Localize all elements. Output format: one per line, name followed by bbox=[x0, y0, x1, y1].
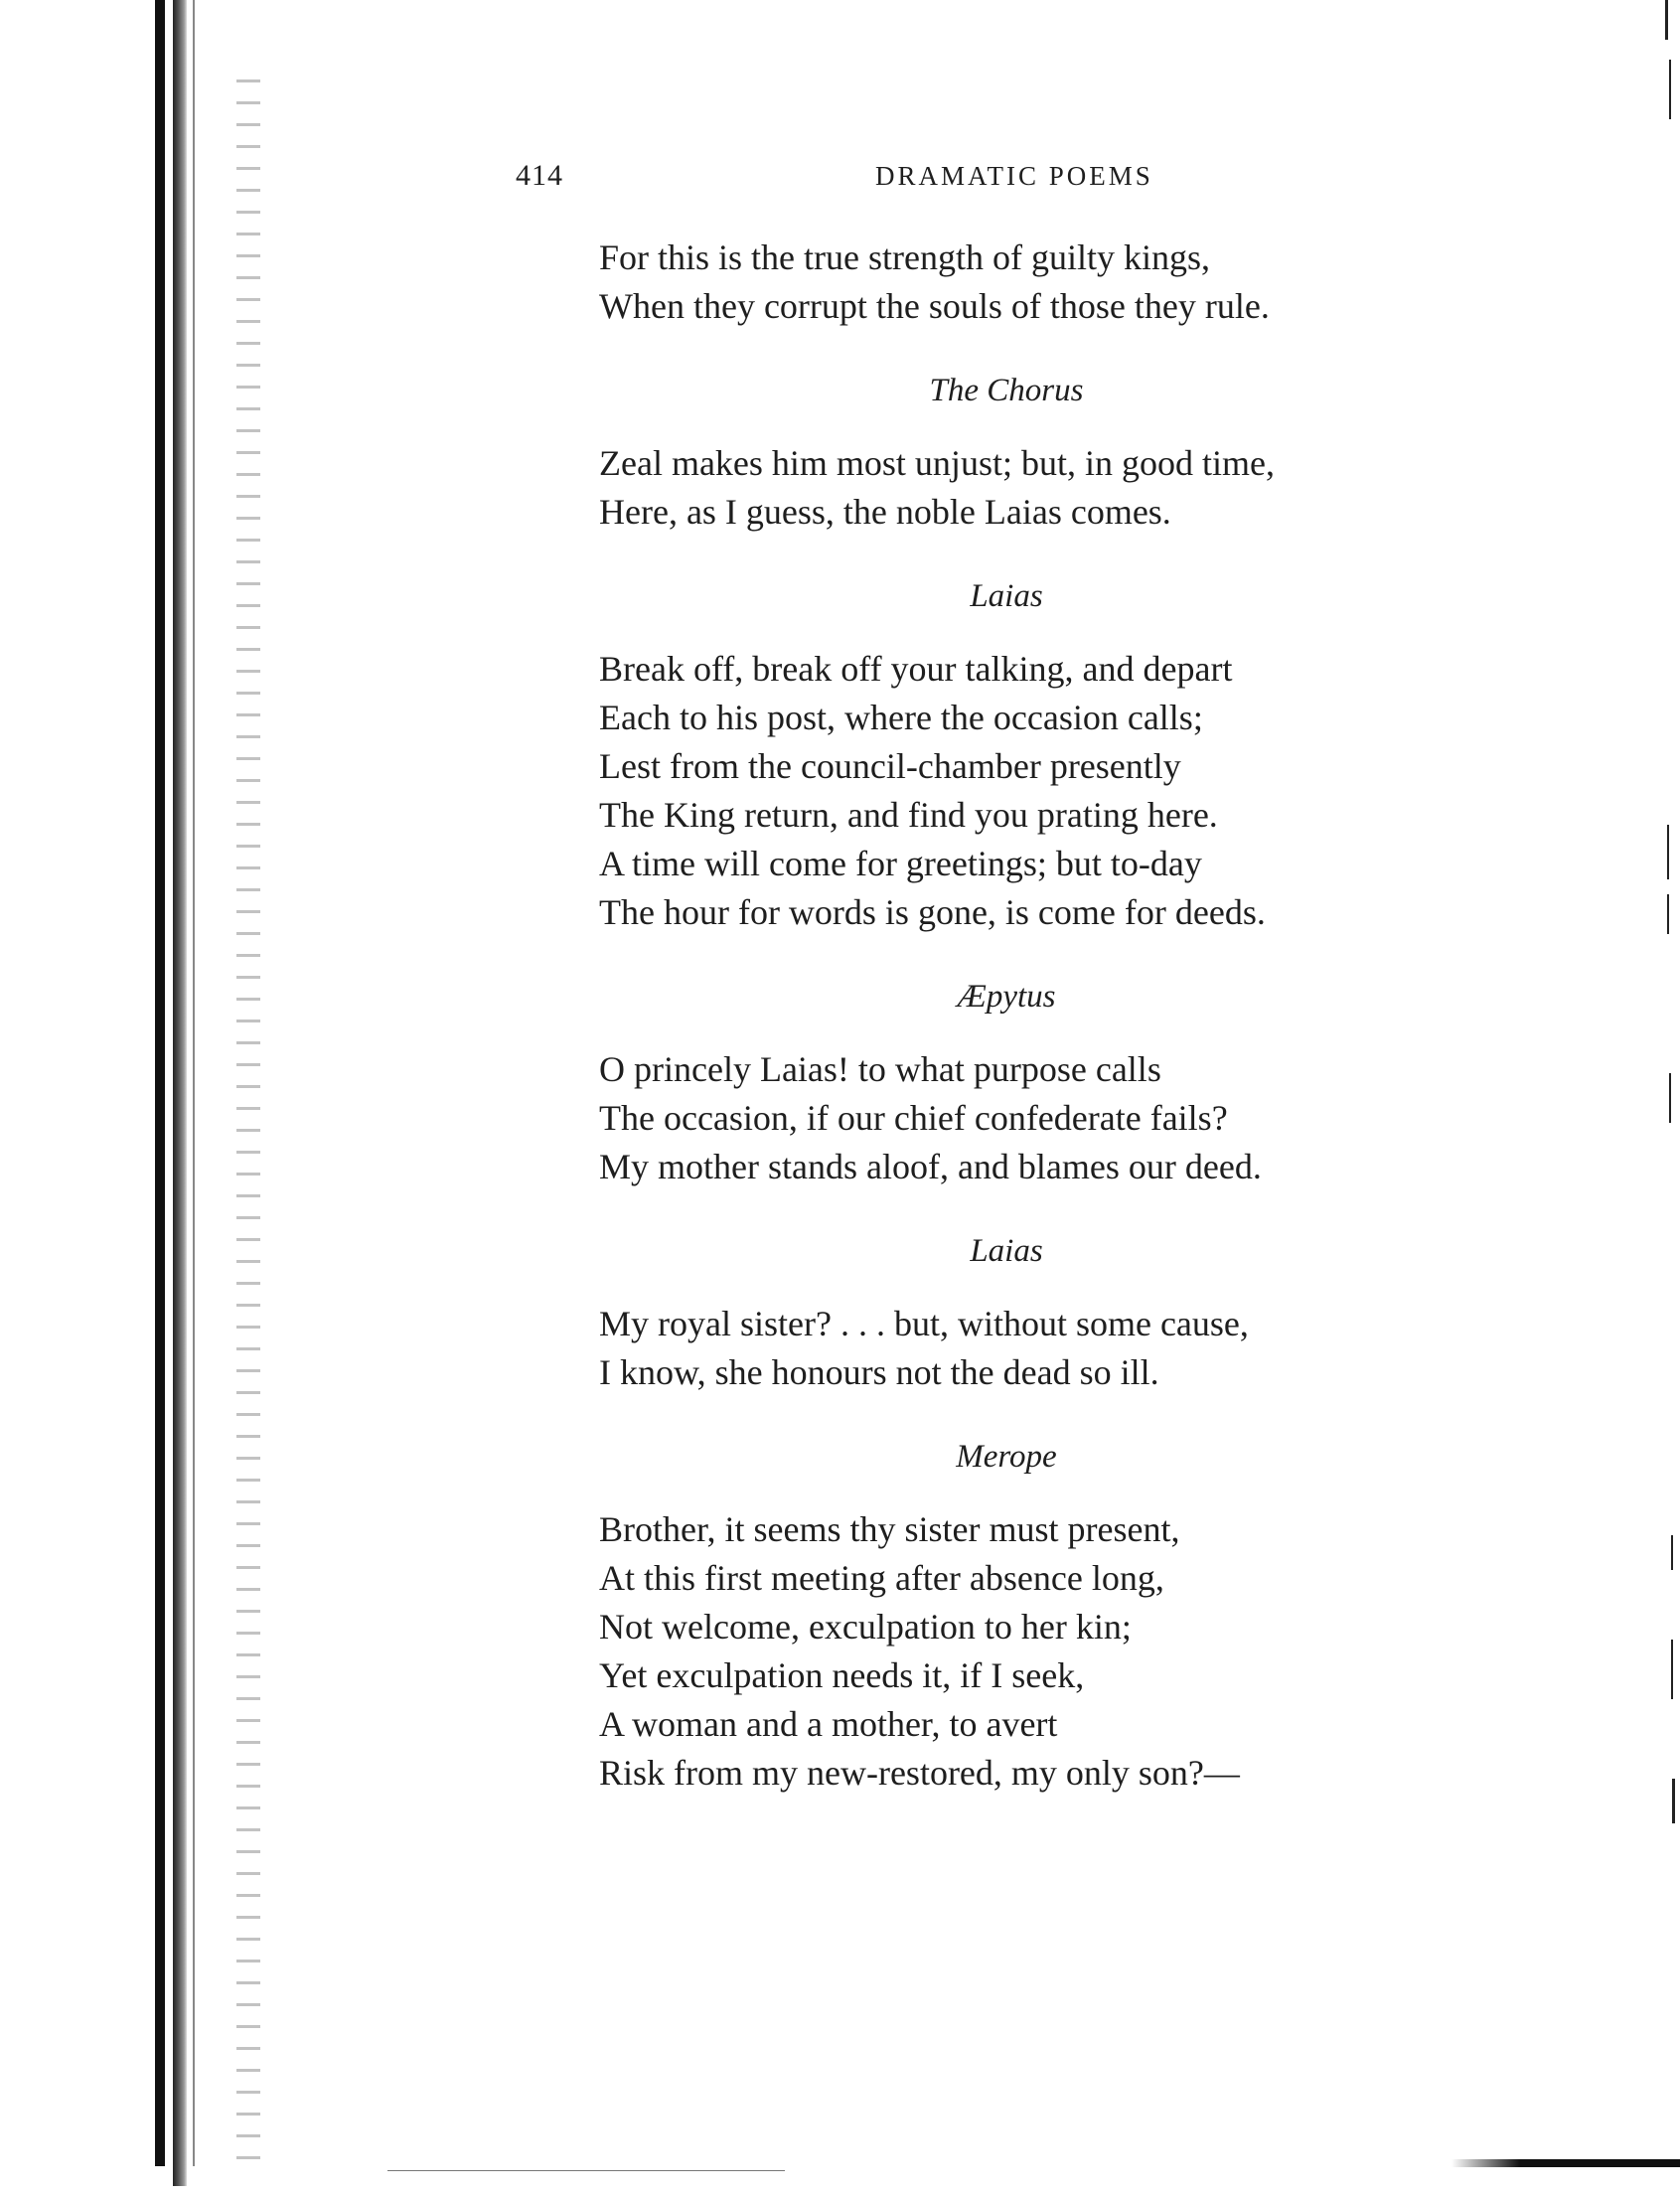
gutter-shadow bbox=[193, 0, 195, 2166]
verse-line: When they corrupt the souls of those they rule. bbox=[599, 286, 1270, 326]
edge-mark bbox=[1672, 1779, 1675, 1823]
verse-block bbox=[599, 1432, 1453, 1798]
verse-line: Break off, break off your talking, and depart bbox=[599, 649, 1233, 689]
scan-bottom-line bbox=[387, 2170, 785, 2171]
verse-line: Not welcome, exculpation to her kin; bbox=[599, 1607, 1132, 1647]
speaker-name: Laias bbox=[970, 578, 1043, 614]
scan-specks bbox=[236, 79, 260, 2166]
verse-line: My royal sister? . . . but, without some cause, bbox=[599, 1304, 1249, 1343]
verse-line: A woman and a mother, to avert bbox=[599, 1704, 1058, 1744]
verse-line: For this is the true strength of guilty kings, bbox=[599, 237, 1210, 277]
verse-line: Brother, it seems thy sister must present, bbox=[599, 1509, 1180, 1549]
gutter-shadow bbox=[173, 0, 187, 2186]
edge-mark bbox=[1669, 60, 1671, 119]
speaker-name: Æpytus bbox=[957, 979, 1056, 1015]
edge-mark bbox=[1669, 1073, 1671, 1123]
verse-line: Each to his post, where the occasion calls; bbox=[599, 698, 1203, 737]
verse-line: Yet exculpation needs it, if I seek, bbox=[599, 1655, 1085, 1695]
scan-edge-shadow bbox=[1451, 2159, 1680, 2167]
verse-block bbox=[599, 1226, 1453, 1397]
edge-mark bbox=[1667, 894, 1669, 934]
page-number: 414 bbox=[516, 159, 563, 192]
verse-line: The occasion, if our chief confederate fails? bbox=[599, 1098, 1228, 1138]
verse-block bbox=[599, 366, 1453, 537]
edge-mark bbox=[1667, 825, 1669, 879]
verse-line: Risk from my new-restored, my only son?— bbox=[599, 1753, 1240, 1793]
verse-line: A time will come for greetings; but to-day bbox=[599, 844, 1202, 883]
verse-line: The hour for words is gone, is come for deeds. bbox=[599, 892, 1266, 932]
speaker-name: Laias bbox=[970, 1233, 1043, 1269]
verse-block bbox=[599, 234, 1453, 331]
gutter-shadow bbox=[155, 0, 165, 2166]
verse-block bbox=[599, 571, 1453, 937]
binding-gutter bbox=[149, 0, 209, 2197]
verse-line: My mother stands aloof, and blames our deed. bbox=[599, 1147, 1262, 1186]
verse-line: The King return, and find you prating here. bbox=[599, 795, 1218, 835]
verse-line: Here, as I guess, the noble Laias comes. bbox=[599, 492, 1171, 532]
verse-block bbox=[599, 972, 1453, 1191]
running-head: DRAMATIC POEMS bbox=[875, 161, 1153, 191]
verse-line: At this first meeting after absence long, bbox=[599, 1558, 1164, 1598]
edge-mark bbox=[1671, 1535, 1673, 1570]
speaker-name: Merope bbox=[956, 1439, 1057, 1475]
verse-line: Lest from the council-chamber presently bbox=[599, 746, 1181, 786]
verse-line: I know, she honours not the dead so ill. bbox=[599, 1352, 1159, 1392]
edge-mark bbox=[1665, 0, 1668, 40]
edge-mark bbox=[1671, 1640, 1673, 1699]
page-header bbox=[516, 159, 1211, 199]
speaker-name: The Chorus bbox=[929, 373, 1084, 408]
verse-line: Zeal makes him most unjust; but, in good time, bbox=[599, 443, 1275, 483]
verse-line: O princely Laias! to what purpose calls bbox=[599, 1049, 1161, 1089]
poem-text bbox=[599, 234, 1453, 1798]
